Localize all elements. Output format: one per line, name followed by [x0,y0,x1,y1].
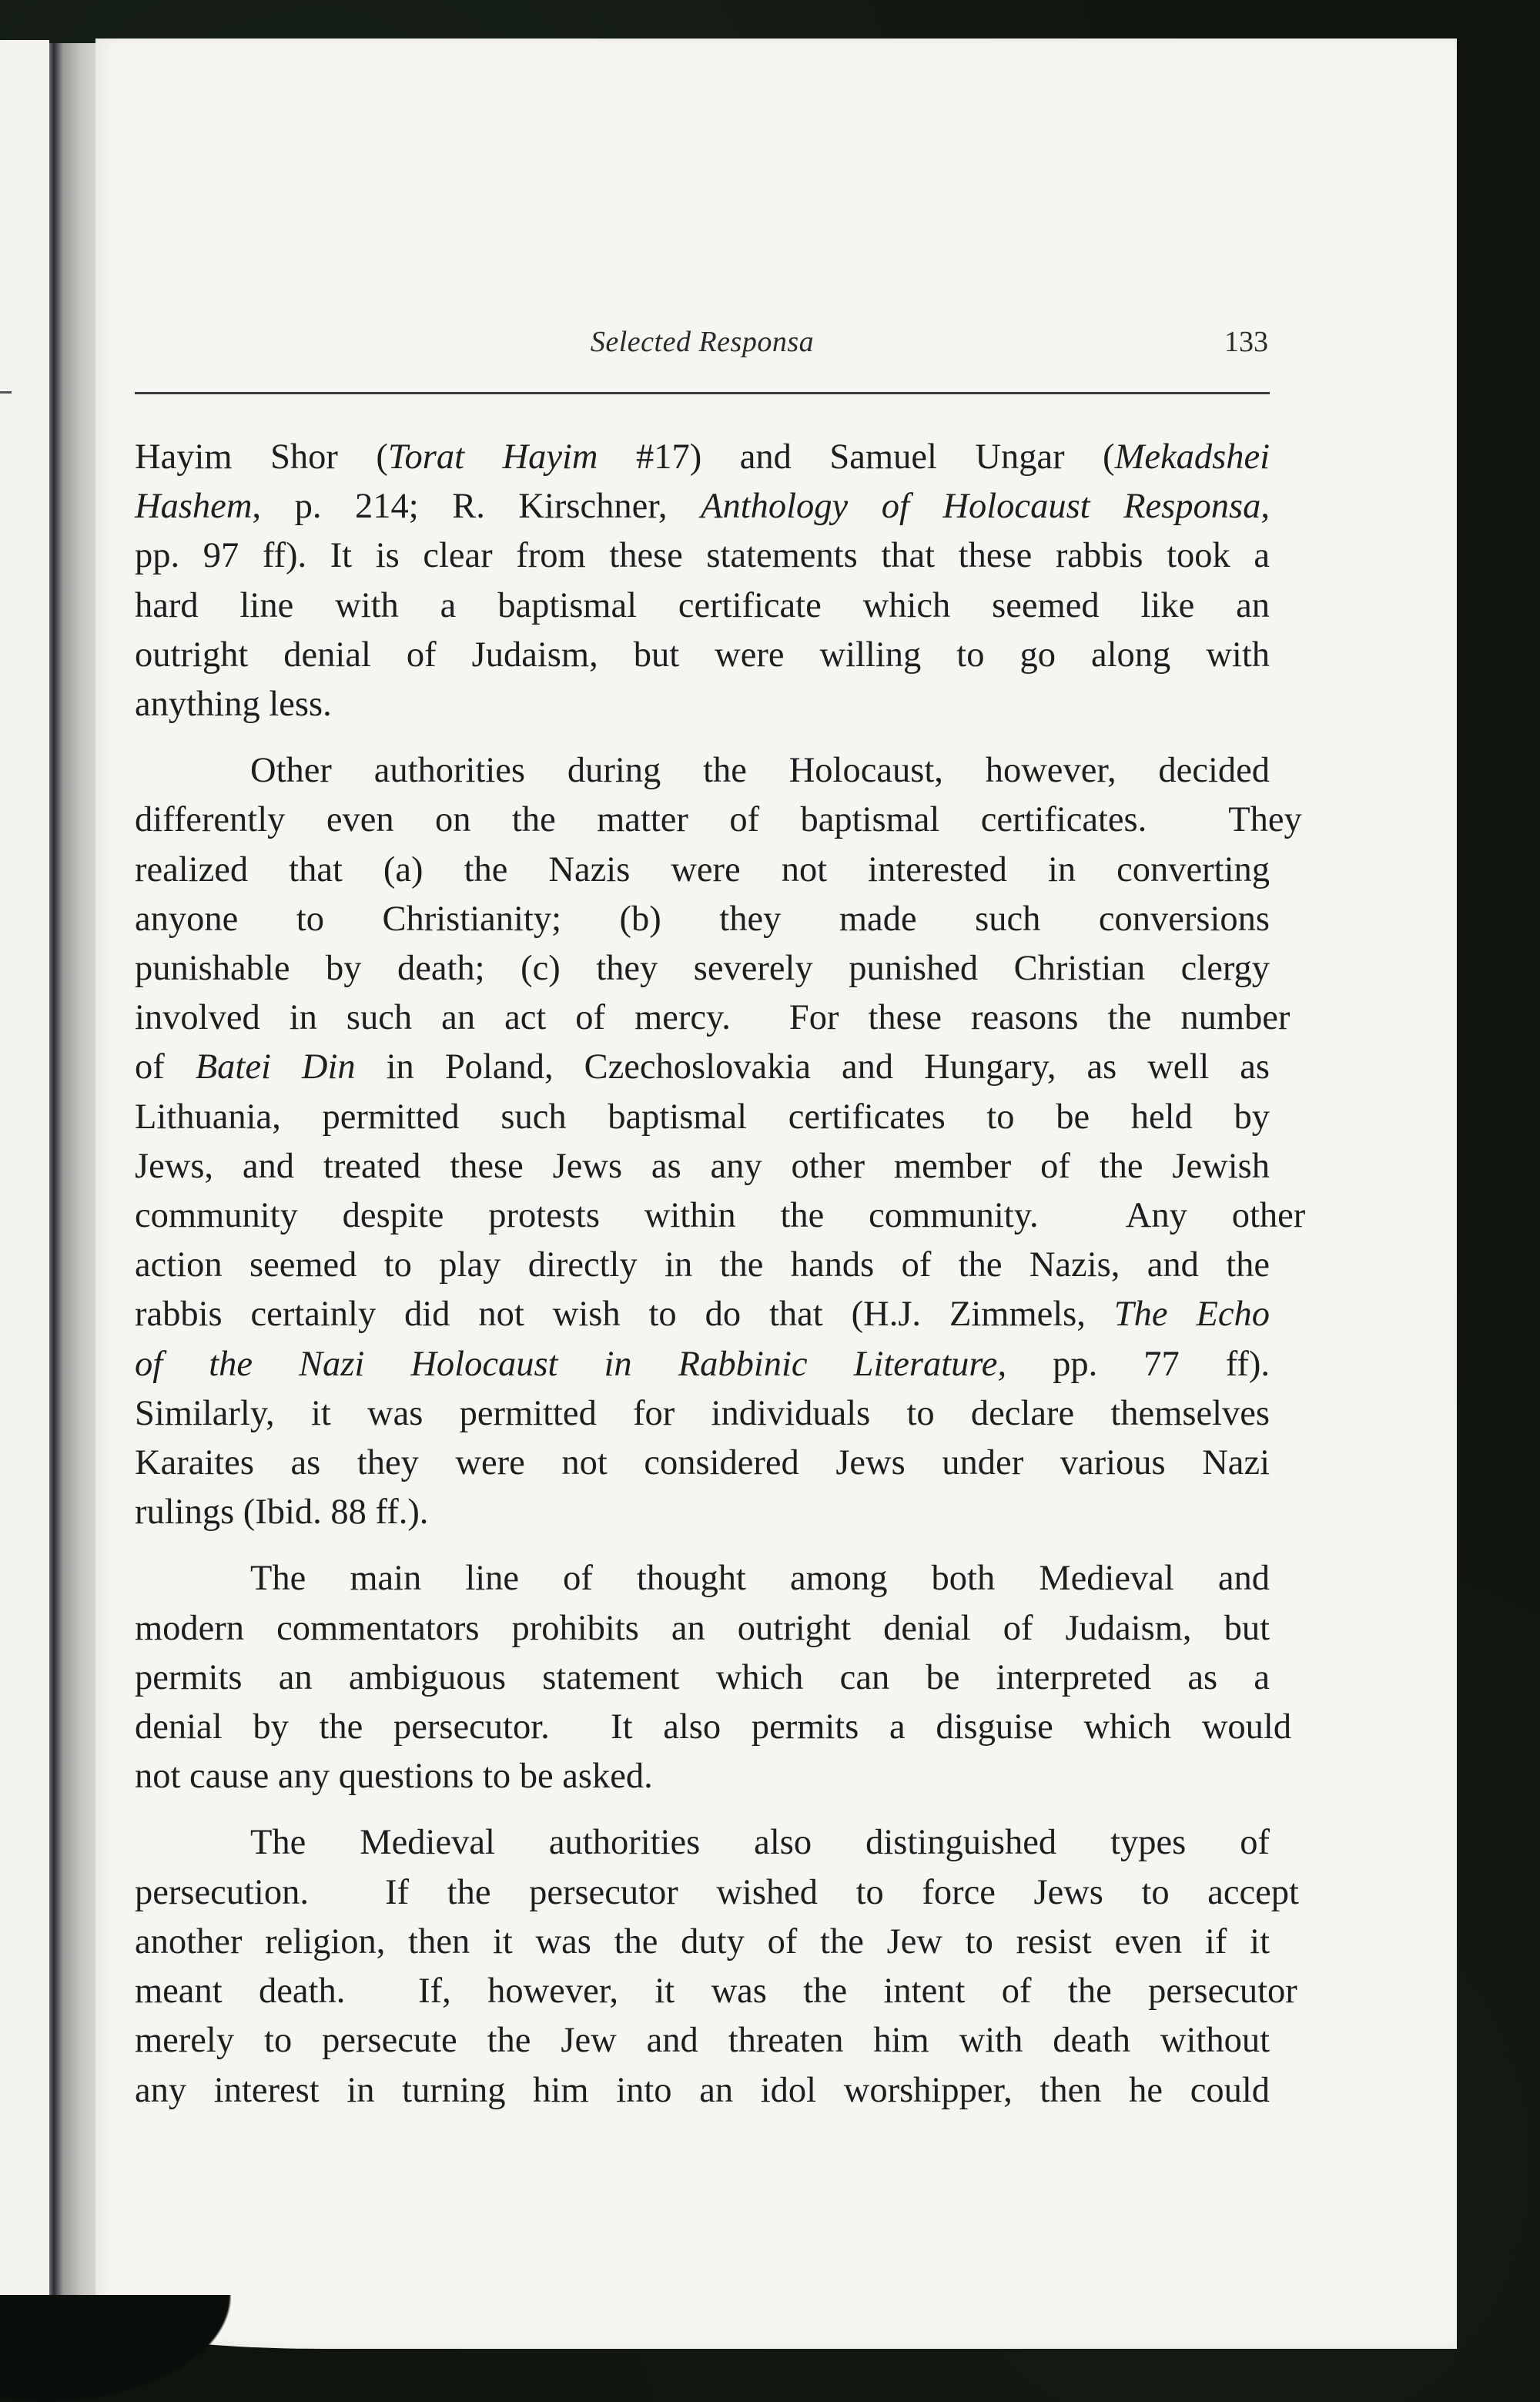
text-run: action seemed to play directly in the hands of the Nazis, and the [135,1245,1270,1285]
gutter-foot-shadow [0,2295,231,2402]
text-run: differently even on the matter of baptismal certificates. They [135,800,1302,840]
text-line [135,944,1270,993]
text-run: rulings (Ibid. 88 ff.). [135,1492,429,1533]
text-run: pp. 97 ff). It is clear from these statements that these rabbis took a [135,536,1270,576]
text-run: denial by the persecutor. It also permits a disguise which would [135,1707,1292,1747]
text-line [135,1439,1270,1488]
text-line [135,1868,1299,1918]
running-head-title: Selected Responsa [590,326,815,358]
text-run: pp. 77 ff). [1006,1344,1270,1384]
text-line [135,1918,1270,1967]
text-line [135,895,1270,944]
text-line [135,846,1270,895]
paragraph [135,1818,1299,2115]
text-line [135,1043,1270,1092]
text-line [135,1818,1270,1868]
text-run: , [1260,487,1270,527]
text-run: Lithuania, permitted such baptismal certificates to be held by [135,1097,1270,1137]
text-line [135,1340,1270,1389]
text-line [135,746,1270,796]
italic-citation: Batei Din [195,1047,356,1087]
text-run: community despite protests within the community. Any other [135,1196,1306,1236]
italic-citation: of the Nazi Holocaust in Rabbinic Literature, [135,1344,1007,1384]
text-line [135,1703,1292,1752]
text-line [135,581,1270,631]
text-line [135,1752,1270,1801]
italic-citation: Mekadshei [1114,437,1270,477]
previous-page-rule-fragment [0,391,12,394]
text-run: persecution. If the persecutor wished to force Jews to accept [135,1872,1299,1912]
text-run: hard line with a baptismal certificate which seemed like an [135,585,1270,625]
text-line [135,482,1270,531]
paragraph [135,1554,1292,1801]
text-line [135,993,1291,1043]
italic-citation: Hashem [135,487,253,527]
text-run: Jews, and treated these Jews as any other member of the Jewish [135,1146,1270,1186]
text-run: realized that (a) the Nazis were not interested in converting [135,849,1270,889]
running-head [135,316,1270,362]
italic-citation: Torat Hayim [387,437,598,477]
text-run: of [135,1047,196,1087]
text-line [135,1604,1270,1653]
text-run: in Poland, Czechoslovakia and Hungary, as well as [355,1047,1270,1087]
text-run: outright denial of Judaism, but were willing to go along with [135,635,1270,675]
text-line [135,1967,1297,2016]
paragraph [135,433,1270,729]
text-line [135,433,1270,482]
book-page [95,39,1457,2349]
italic-citation: The Echo [1113,1295,1270,1335]
previous-page-edge [0,40,49,2335]
text-run: Other authorities during the Holocaust, however, decided [250,751,1270,791]
text-run: punishable by death; (c) they severely punished Christian clergy [135,949,1270,989]
text-line [135,2016,1270,2065]
text-run: #17) and Samuel Ungar ( [598,437,1115,477]
text-line [135,680,1270,729]
text-line [135,1653,1270,1703]
text-line [135,2066,1270,2116]
text-line [135,1093,1270,1142]
text-run: anything less. [135,685,332,725]
text-run: not cause any questions to be asked. [135,1757,653,1797]
text-run: The main line of thought among both Medieval and [250,1559,1270,1599]
text-run: meant death. If, however, it was the intent of the persecutor [135,1972,1297,2012]
text-run: modern commentators prohibits an outright denial of Judaism, but [135,1608,1270,1648]
text-line [135,1389,1270,1439]
text-run: The Medieval authorities also distinguished types of [250,1823,1270,1863]
paragraph [135,746,1306,1537]
text-run: involved in such an act of mercy. For these reasons the number [135,998,1291,1038]
text-line [135,1488,1270,1537]
text-line [135,1191,1306,1241]
italic-citation: Anthology of Holocaust Responsa [701,487,1261,527]
text-line [135,1241,1270,1290]
text-line [135,631,1270,680]
text-run: rabbis certainly did not wish to do that (H.J. Zimmels, [135,1295,1114,1335]
body-text [135,433,1306,2116]
header-rule [135,392,1270,394]
text-run: Similarly, it was permitted for individuals to declare themselves [135,1393,1270,1433]
text-line [135,1290,1270,1339]
text-line [135,531,1270,581]
text-run: Hayim Shor ( [135,437,388,477]
text-line [135,1554,1270,1603]
text-run: another religion, then it was the duty of the Jew to resist even if it [135,1921,1270,1961]
text-run: permits an ambiguous statement which can be interpreted as a [135,1657,1270,1697]
text-run: merely to persecute the Jew and threaten him with death without [135,2021,1270,2061]
text-run: Karaites as they were not considered Jews under various Nazi [135,1443,1270,1483]
page-number: 133 [1224,326,1268,358]
book-gutter-shadow [49,43,95,2323]
text-run: anyone to Christianity; (b) they made such conversions [135,899,1270,939]
text-line [135,796,1302,845]
text-run: , p. 214; R. Kirschner, [252,487,701,527]
text-run: any interest in turning him into an idol worshipper, then he could [135,2070,1270,2110]
text-line [135,1142,1270,1191]
